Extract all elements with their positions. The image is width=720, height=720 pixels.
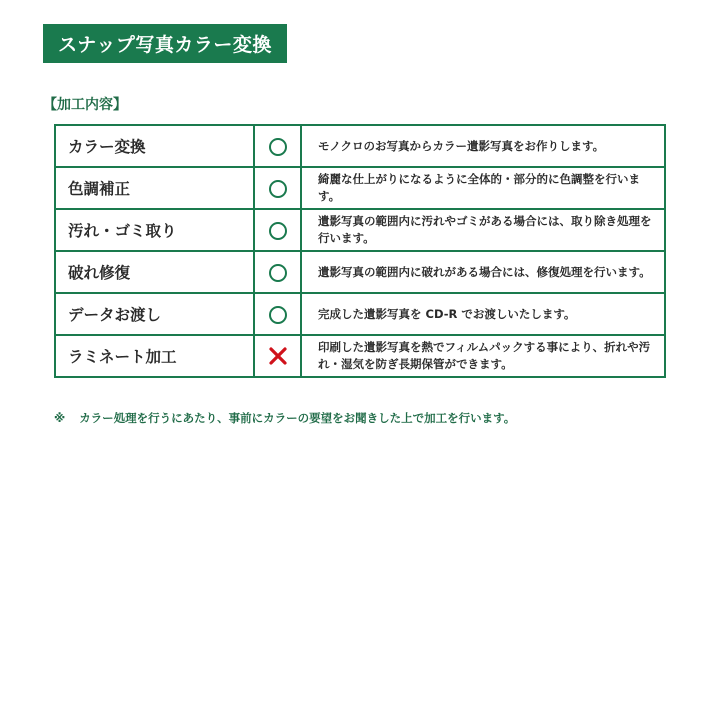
footnote-mark: ※ <box>54 411 66 425</box>
availability-cell <box>254 209 301 251</box>
service-name: データお渡し <box>55 293 254 335</box>
availability-cell <box>254 251 301 293</box>
circle-mark-icon <box>269 180 287 198</box>
page-title: スナップ写真カラー変換 <box>43 24 287 63</box>
service-description: モノクロのお写真からカラー遺影写真をお作りします。 <box>301 125 665 167</box>
availability-cell <box>254 335 301 377</box>
footnote-text: カラー処理を行うにあたり、事前にカラーの要望をお聞きした上で加工を行います。 <box>79 411 516 425</box>
service-description: 完成した遺影写真を CD-R でお渡しいたします。 <box>301 293 665 335</box>
service-description: 遺影写真の範囲内に破れがある場合には、修復処理を行います。 <box>301 251 665 293</box>
circle-mark-icon <box>269 264 287 282</box>
table-row <box>55 251 665 293</box>
table-row <box>55 293 665 335</box>
service-name: カラー変換 <box>55 125 254 167</box>
service-description: 遺影写真の範囲内に汚れやゴミがある場合には、取り除き処理を行います。 <box>301 209 665 251</box>
table-row <box>55 335 665 377</box>
footnote <box>54 410 515 426</box>
service-name: ラミネート加工 <box>55 335 254 377</box>
service-description: 綺麗な仕上がりになるように全体的・部分的に色調整を行います。 <box>301 167 665 209</box>
service-name: 色調補正 <box>55 167 254 209</box>
cross-mark-icon <box>268 346 288 366</box>
circle-mark-icon <box>269 138 287 156</box>
circle-mark-icon <box>269 222 287 240</box>
service-description: 印刷した遺影写真を熱でフィルムパックする事により、折れや汚れ・湿気を防ぎ長期保管ができます。 <box>301 335 665 377</box>
table-row <box>55 125 665 167</box>
service-name: 破れ修復 <box>55 251 254 293</box>
table-row <box>55 167 665 209</box>
circle-mark-icon <box>269 306 287 324</box>
table-row <box>55 209 665 251</box>
availability-cell <box>254 125 301 167</box>
section-heading: 【加工内容】 <box>43 97 127 113</box>
availability-cell <box>254 293 301 335</box>
processing-table <box>54 124 666 378</box>
availability-cell <box>254 167 301 209</box>
service-name: 汚れ・ゴミ取り <box>55 209 254 251</box>
